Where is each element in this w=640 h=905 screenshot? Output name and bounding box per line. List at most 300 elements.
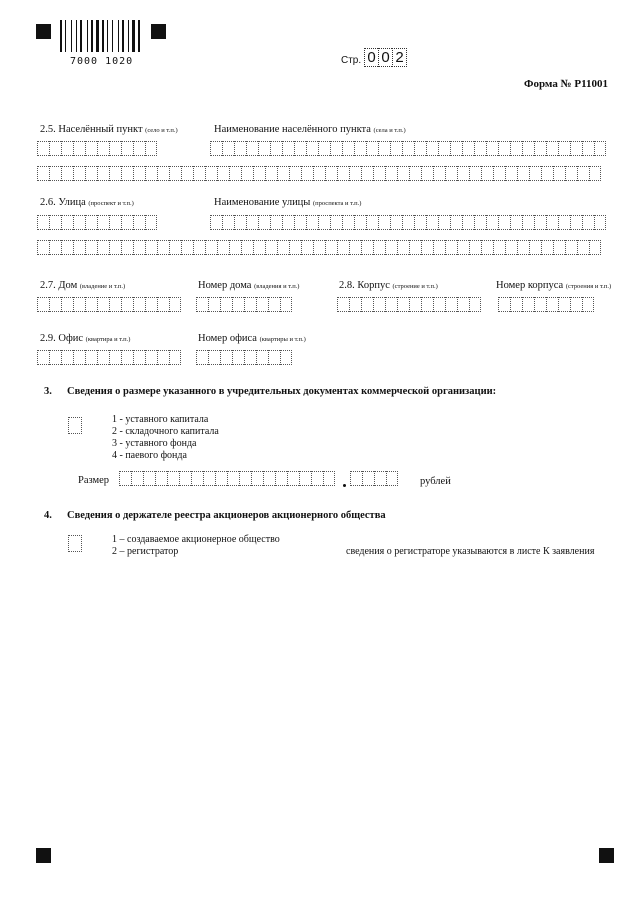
character-cell[interactable] [49,240,61,255]
character-cell[interactable] [421,166,433,181]
character-cell[interactable] [582,141,594,156]
character-cell[interactable] [553,240,565,255]
page-label: Стр. [341,55,362,66]
character-cell[interactable] [37,240,49,255]
character-cell[interactable] [378,141,390,156]
character-cell[interactable] [133,215,145,230]
character-cell[interactable] [121,166,133,181]
character-cell[interactable] [498,215,510,230]
character-cell[interactable] [534,297,546,312]
character-cell[interactable] [409,297,421,312]
capital-size-fraction-field[interactable] [350,471,398,486]
house-type-field[interactable] [37,297,181,312]
character-cell[interactable] [61,297,73,312]
character-cell[interactable] [208,350,220,365]
character-cell[interactable] [232,350,244,365]
character-cell[interactable] [349,240,361,255]
character-cell[interactable] [529,240,541,255]
character-cell[interactable] [589,240,601,255]
capital-option-2: 2 - складочного капитала [112,426,219,437]
character-cell[interactable] [397,240,409,255]
character-cell[interactable] [49,141,61,156]
character-cell[interactable] [109,240,121,255]
character-cell[interactable] [193,240,205,255]
character-cell[interactable] [277,240,289,255]
character-cell[interactable] [61,166,73,181]
character-cell[interactable] [445,240,457,255]
barcode-bar [94,20,95,52]
character-cell[interactable] [433,297,445,312]
character-cell[interactable] [498,297,510,312]
character-cell[interactable] [282,215,294,230]
character-cell[interactable] [522,297,534,312]
character-cell[interactable] [256,297,268,312]
character-cell[interactable] [49,166,61,181]
character-cell[interactable] [73,215,85,230]
character-cell[interactable] [301,240,313,255]
character-cell[interactable] [169,350,181,365]
registrar-note: сведения о регистраторе указываются в листе К заявления [346,546,595,557]
character-cell[interactable] [121,240,133,255]
character-cell[interactable] [457,297,469,312]
street-name-field-line-2[interactable] [37,240,601,255]
house-type-label: 2.7. Дом (владение и т.п.) [40,280,126,291]
character-cell[interactable] [109,297,121,312]
character-cell[interactable] [350,471,362,486]
character-cell[interactable] [294,141,306,156]
character-cell[interactable] [234,215,246,230]
character-cell[interactable] [133,350,145,365]
character-cell[interactable] [301,166,313,181]
character-cell[interactable] [97,141,109,156]
character-cell[interactable] [287,471,299,486]
character-cell[interactable] [222,141,234,156]
character-cell[interactable] [361,297,373,312]
character-cell[interactable] [97,166,109,181]
character-cell[interactable] [169,297,181,312]
character-cell[interactable] [97,215,109,230]
settlement-name-field-line-1[interactable] [210,141,606,156]
character-cell[interactable] [330,215,342,230]
character-cell[interactable] [546,215,558,230]
character-cell[interactable] [534,141,546,156]
character-cell[interactable] [229,166,241,181]
character-cell[interactable] [181,166,193,181]
character-cell[interactable] [251,471,263,486]
character-cell[interactable] [61,141,73,156]
character-cell[interactable] [469,240,481,255]
character-cell[interactable] [143,471,155,486]
character-cell[interactable] [457,240,469,255]
character-cell[interactable] [493,240,505,255]
character-cell[interactable] [85,141,97,156]
character-cell[interactable] [570,141,582,156]
character-cell[interactable] [306,141,318,156]
character-cell[interactable] [397,166,409,181]
character-cell[interactable] [366,215,378,230]
character-cell[interactable] [558,297,570,312]
character-cell[interactable] [374,471,386,486]
character-cell[interactable] [73,166,85,181]
character-cell[interactable] [361,240,373,255]
character-cell[interactable] [73,350,85,365]
character-cell[interactable] [486,215,498,230]
character-cell[interactable] [469,166,481,181]
character-cell[interactable] [421,240,433,255]
character-cell[interactable] [505,166,517,181]
character-cell[interactable] [157,297,169,312]
barcode-bar [83,20,86,52]
character-cell[interactable] [109,350,121,365]
character-cell[interactable] [258,215,270,230]
character-cell[interactable] [256,350,268,365]
character-cell[interactable] [280,350,292,365]
character-cell[interactable] [97,297,109,312]
character-cell[interactable] [577,166,589,181]
section-4-number: 4. [44,510,52,521]
character-cell[interactable] [522,141,534,156]
barcode-bar [118,20,119,52]
character-cell[interactable] [445,166,457,181]
character-cell[interactable] [253,240,265,255]
building-type-field[interactable] [337,297,481,312]
character-cell[interactable] [246,141,258,156]
capital-size-label: Размер [78,475,110,486]
character-cell[interactable] [258,141,270,156]
character-cell[interactable] [109,141,121,156]
character-cell[interactable] [294,215,306,230]
character-cell[interactable] [179,471,191,486]
character-cell[interactable] [498,141,510,156]
character-cell[interactable] [268,297,280,312]
character-cell[interactable] [541,240,553,255]
character-cell[interactable] [121,297,133,312]
character-cell[interactable] [133,141,145,156]
character-cell[interactable] [299,471,311,486]
character-cell[interactable] [97,350,109,365]
character-cell[interactable] [325,240,337,255]
character-cell[interactable] [73,240,85,255]
character-cell[interactable] [210,141,222,156]
character-cell[interactable] [133,166,145,181]
character-cell[interactable] [145,350,157,365]
character-cell[interactable] [119,471,131,486]
character-cell[interactable] [49,215,61,230]
character-cell[interactable] [522,215,534,230]
character-cell[interactable] [402,215,414,230]
character-cell[interactable] [486,141,498,156]
character-cell[interactable] [373,240,385,255]
character-cell[interactable] [553,166,565,181]
character-cell[interactable] [37,350,49,365]
barcode-bar [96,20,99,52]
character-cell[interactable] [191,471,203,486]
character-cell[interactable] [510,141,522,156]
character-cell[interactable] [582,297,594,312]
character-cell[interactable] [239,471,251,486]
character-cell[interactable] [414,215,426,230]
character-cell[interactable] [85,297,97,312]
character-cell[interactable] [263,471,275,486]
character-cell[interactable] [241,166,253,181]
page-digit: 2 [392,48,407,67]
barcode-bar [122,20,124,52]
character-cell[interactable] [215,471,227,486]
character-cell[interactable] [354,141,366,156]
character-cell[interactable] [306,215,318,230]
character-cell[interactable] [462,215,474,230]
street-name-field-line-1[interactable] [210,215,606,230]
character-cell[interactable] [244,297,256,312]
character-cell[interactable] [196,297,208,312]
character-cell[interactable] [37,297,49,312]
character-cell[interactable] [589,166,601,181]
character-cell[interactable] [409,240,421,255]
office-number-field[interactable] [196,350,292,365]
character-cell[interactable] [282,141,294,156]
character-cell[interactable] [49,350,61,365]
character-cell[interactable] [205,166,217,181]
character-cell[interactable] [337,166,349,181]
character-cell[interactable] [208,297,220,312]
character-cell[interactable] [217,166,229,181]
character-cell[interactable] [433,166,445,181]
character-cell[interactable] [169,166,181,181]
character-cell[interactable] [594,141,606,156]
house-number-field[interactable] [196,297,292,312]
character-cell[interactable] [289,166,301,181]
character-cell[interactable] [386,471,398,486]
character-cell[interactable] [265,166,277,181]
character-cell[interactable] [493,166,505,181]
character-cell[interactable] [469,297,481,312]
character-cell[interactable] [481,166,493,181]
character-cell[interactable] [474,141,486,156]
character-cell[interactable] [565,166,577,181]
character-cell[interactable] [438,141,450,156]
character-cell[interactable] [73,141,85,156]
character-cell[interactable] [505,240,517,255]
character-cell[interactable] [73,297,85,312]
character-cell[interactable] [517,240,529,255]
barcode-bar [132,20,135,52]
character-cell[interactable] [313,240,325,255]
character-cell[interactable] [373,297,385,312]
character-cell[interactable] [193,166,205,181]
character-cell[interactable] [481,240,493,255]
capital-size-integer-field[interactable] [119,471,335,486]
character-cell[interactable] [85,240,97,255]
barcode-bar [136,20,137,52]
character-cell[interactable] [157,240,169,255]
character-cell[interactable] [157,166,169,181]
form-number: Форма № Р11001 [524,78,608,90]
character-cell[interactable] [349,166,361,181]
character-cell[interactable] [145,166,157,181]
character-cell[interactable] [133,297,145,312]
character-cell[interactable] [265,240,277,255]
character-cell[interactable] [181,240,193,255]
character-cell[interactable] [361,166,373,181]
character-cell[interactable] [268,350,280,365]
character-cell[interactable] [277,166,289,181]
character-cell[interactable] [337,240,349,255]
character-cell[interactable] [385,240,397,255]
character-cell[interactable] [169,240,181,255]
character-cell[interactable] [145,141,157,156]
capital-option-1: 1 - уставного капитала [112,414,209,425]
character-cell[interactable] [205,240,217,255]
character-cell[interactable] [217,240,229,255]
character-cell[interactable] [373,166,385,181]
character-cell[interactable] [145,297,157,312]
character-cell[interactable] [253,166,265,181]
character-cell[interactable] [366,141,378,156]
character-cell[interactable] [133,240,145,255]
character-cell[interactable] [155,471,167,486]
character-cell[interactable] [450,141,462,156]
building-number-field[interactable] [498,297,594,312]
character-cell[interactable] [325,166,337,181]
character-cell[interactable] [227,471,239,486]
character-cell[interactable] [313,166,325,181]
character-cell[interactable] [318,215,330,230]
character-cell[interactable] [529,166,541,181]
character-cell[interactable] [577,240,589,255]
character-cell[interactable] [37,215,49,230]
character-cell[interactable] [510,297,522,312]
character-cell[interactable] [546,297,558,312]
character-cell[interactable] [354,215,366,230]
character-cell[interactable] [311,471,323,486]
character-cell[interactable] [450,215,462,230]
building-type-label: 2.8. Корпус (строение и т.п.) [339,280,438,291]
character-cell[interactable] [390,141,402,156]
character-cell[interactable] [131,471,143,486]
character-cell[interactable] [558,141,570,156]
character-cell[interactable] [433,240,445,255]
character-cell[interactable] [426,141,438,156]
character-cell[interactable] [546,141,558,156]
character-cell[interactable] [426,215,438,230]
character-cell[interactable] [157,350,169,365]
character-cell[interactable] [409,166,421,181]
character-cell[interactable] [280,297,292,312]
character-cell[interactable] [414,141,426,156]
character-cell[interactable] [275,471,287,486]
character-cell[interactable] [220,350,232,365]
character-cell[interactable] [385,297,397,312]
barcode-bar [105,20,106,52]
character-cell[interactable] [61,215,73,230]
character-cell[interactable] [390,215,402,230]
character-cell[interactable] [109,166,121,181]
character-cell[interactable] [337,297,349,312]
character-cell[interactable] [220,297,232,312]
street-type-field[interactable] [37,215,157,230]
character-cell[interactable] [244,350,256,365]
character-cell[interactable] [37,166,49,181]
character-cell[interactable] [594,215,606,230]
character-cell[interactable] [85,350,97,365]
character-cell[interactable] [342,215,354,230]
character-cell[interactable] [445,297,457,312]
character-cell[interactable] [349,297,361,312]
character-cell[interactable] [421,297,433,312]
registry-holder-choice-box[interactable] [68,535,82,552]
character-cell[interactable] [534,215,546,230]
character-cell[interactable] [570,215,582,230]
character-cell[interactable] [342,141,354,156]
character-cell[interactable] [85,166,97,181]
character-cell[interactable] [541,166,553,181]
character-cell[interactable] [121,215,133,230]
character-cell[interactable] [210,215,222,230]
character-cell[interactable] [457,166,469,181]
character-cell[interactable] [109,215,121,230]
character-cell[interactable] [330,141,342,156]
character-cell[interactable] [97,240,109,255]
settlement-type-field[interactable] [37,141,157,156]
capital-type-choice-box[interactable] [68,417,82,434]
character-cell[interactable] [474,215,486,230]
street-type-label: 2.6. Улица (проспект и т.п.) [40,197,134,208]
character-cell[interactable] [565,240,577,255]
character-cell[interactable] [318,141,330,156]
character-cell[interactable] [232,297,244,312]
character-cell[interactable] [438,215,450,230]
character-cell[interactable] [582,215,594,230]
barcode-bar [107,20,108,52]
settlement-name-label: Наименование населённого пункта (села и т.п.) [214,124,406,135]
character-cell[interactable] [61,350,73,365]
character-cell[interactable] [323,471,335,486]
office-type-field[interactable] [37,350,181,365]
character-cell[interactable] [289,240,301,255]
character-cell[interactable] [222,215,234,230]
character-cell[interactable] [145,215,157,230]
character-cell[interactable] [362,471,374,486]
character-cell[interactable] [570,297,582,312]
character-cell[interactable] [397,297,409,312]
character-cell[interactable] [510,215,522,230]
character-cell[interactable] [270,215,282,230]
character-cell[interactable] [203,471,215,486]
character-cell[interactable] [462,141,474,156]
character-cell[interactable] [145,240,157,255]
character-cell[interactable] [402,141,414,156]
character-cell[interactable] [385,166,397,181]
character-cell[interactable] [558,215,570,230]
character-cell[interactable] [229,240,241,255]
character-cell[interactable] [167,471,179,486]
capital-option-4: 4 - паевого фонда [112,450,187,461]
character-cell[interactable] [270,141,282,156]
settlement-name-field-line-2[interactable] [37,166,601,181]
character-cell[interactable] [121,141,133,156]
character-cell[interactable] [246,215,258,230]
character-cell[interactable] [241,240,253,255]
character-cell[interactable] [85,215,97,230]
character-cell[interactable] [49,297,61,312]
character-cell[interactable] [517,166,529,181]
character-cell[interactable] [196,350,208,365]
character-cell[interactable] [234,141,246,156]
character-cell[interactable] [37,141,49,156]
character-cell[interactable] [121,350,133,365]
character-cell[interactable] [378,215,390,230]
character-cell[interactable] [61,240,73,255]
